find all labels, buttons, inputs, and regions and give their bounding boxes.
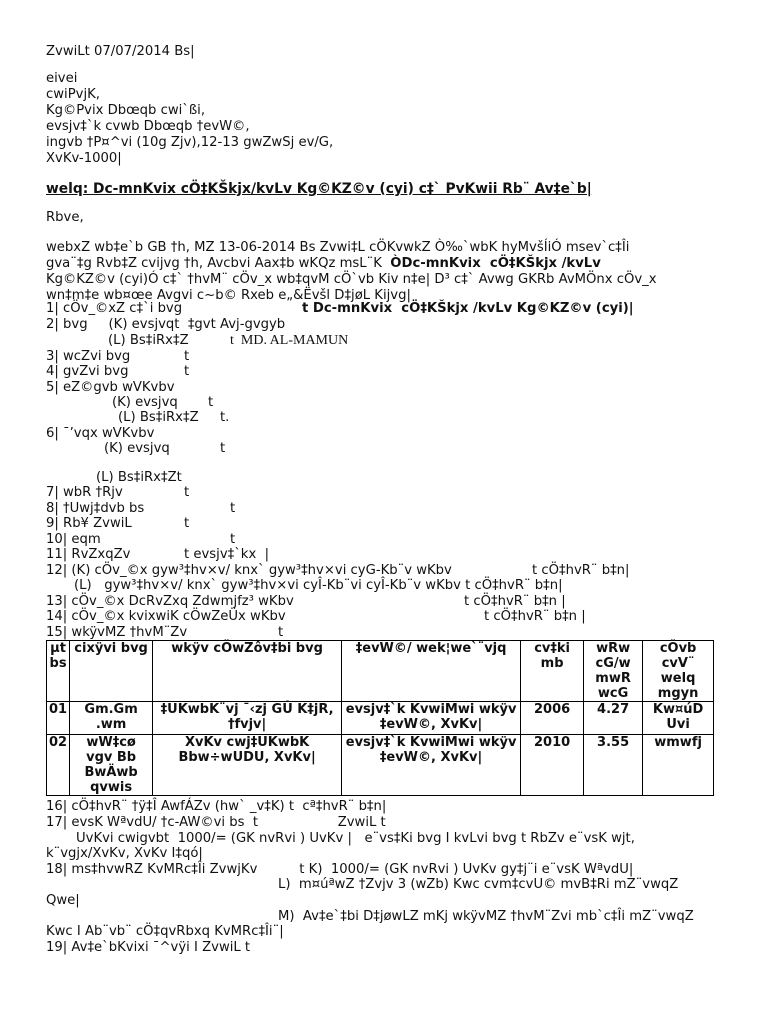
table-cell: 2006 (521, 702, 584, 735)
table-cell: evsjv‡`k KvwiMwi wkÿv ‡evW©, XvKv| (342, 735, 521, 796)
item-row: (L) Bs‡iRx‡Zt (96, 470, 182, 485)
table-row (47, 735, 714, 796)
item-row: 5| eZ©gvb wVKvbv (46, 380, 175, 395)
table-cell: Gm.Gm .wm (70, 702, 153, 735)
table-header-cell: µt bs (47, 641, 70, 702)
table-cell: 3.55 (584, 735, 643, 796)
item-row: (K) evsjvq t (104, 441, 226, 456)
address-line: XvKv-1000| (46, 151, 122, 166)
subject-line: welq: Dc-mnKvix cÖ‡KŠkjx/kvLv Kg©KZ©v (cyi) c‡` PvKwii Rb¨ Av‡e`b| (46, 181, 592, 197)
table-header-row (47, 641, 714, 702)
item-row: (K) evsjvq t (112, 395, 214, 410)
item-row: 14| cÖv_©x kvixwiK cÖwZeÜx wKbv t cÖ‡hvR¨ b‡n | (46, 609, 586, 624)
item-row: 13| cÖv_©x DcRvZxq Zdwmjfz³ wKbv t cÖ‡hvR¨ b‡n | (46, 594, 566, 609)
address-line: Kg©Pvix Dbœqb cwi`ßi, (46, 103, 206, 118)
table-cell: 01 (47, 702, 70, 735)
item-row: (L) gyw³‡hv×v/ knx` gyw³‡hv×vi cyÎ-Kb¨vi cyÎ-Kb¨v wKbv t cÖ‡hvR¨ b‡n| (74, 578, 563, 593)
item-row: 8| †Uwj‡dvb bs t (46, 501, 236, 516)
tail-line: Kwc I Ab¨vb¨ cÖ‡qvRbxq KvMRc‡Îi¨| (46, 924, 284, 939)
tail-line: 18| ms‡hvwRZ KvMRc‡Îi ZvwjKv t K) 1000/= (GK nvRvi ) UvKv gy‡j¨i e¨vsK WªvdU| (46, 862, 634, 877)
tail-line: k¨vgjx/XvKv, XvKv I‡qó| (46, 846, 203, 861)
table-cell: 02 (47, 735, 70, 796)
table-cell: evsjv‡`k KvwiMwi wkÿv ‡evW©, XvKv| (342, 702, 521, 735)
salutation: Rbve, (46, 210, 84, 225)
item-row: 7| wbR †Rjv t (46, 485, 190, 500)
tail-line: 17| evsK WªvdU/ †c-AW©vi bs t ZvwiL t (46, 815, 386, 830)
table-cell: 4.27 (584, 702, 643, 735)
body-line: Kg©KZ©v (cyi)Ó c‡` †hvM¨ cÖv_x wb‡qvM cÖ`vb Kiv n‡e| D³ c‡` Avwg GKRb AvMÖnx cÖv_x (46, 272, 657, 287)
date-line: ZvwiLt 07/07/2014 Bs| (46, 44, 195, 59)
item-row: 4| gvZvi bvg t (46, 364, 190, 379)
tail-line: M) Av‡e`‡bi D‡jøwLZ mKj wkÿvMZ †hvM¨Zvi mb`c‡Îi mZ¨vwqZ (278, 909, 694, 924)
tail-line: 16| cÖ‡hvR¨ †ÿ‡Î AwfÁZv (hw` _v‡K) t cª‡hvR¨ b‡n| (46, 799, 387, 814)
table-cell: wW‡cø vgv Bb BwÄwb qvwis (70, 735, 153, 796)
body-line: gva¨‡g Rvb‡Z cvijvg †h, Avcbvi Aax‡b wKQz msL¨K ÒDc-mnKvix cÖ‡KŠkjx /kvLv (46, 256, 601, 271)
table-cell: Kw¤úD Uvi (643, 702, 714, 735)
item-row: 2| bvg (K) evsjvqt ‡gvt Avj-gvgyb (46, 317, 286, 332)
item-row: (L) Bs‡iRx‡Z t MD. AL-MAMUN (108, 333, 349, 348)
body-line: wn‡m‡e wb¤œe Avgvi c~b© Rxeb e„&Ëvšl D‡jøL Kijvg| (46, 288, 411, 303)
table-cell: wmwfj (643, 735, 714, 796)
item-row: 15| wkÿvMZ †hvM¨Zv t (46, 625, 284, 640)
item-row: 1| cÖv_©xZ c‡`i bvg t Dc-mnKvix cÖ‡KŠkjx /kvLv Kg©KZ©v (cyi)| (46, 301, 634, 316)
item-row: 6| ¯’vqx wVKvbv (46, 426, 155, 441)
table-header-cell: cv‡ki mb (521, 641, 584, 702)
tail-line: L) m¤úªwZ †Zvjv 3 (wZb) Kwc cvm‡cvU© mvB‡Ri mZ¨vwqZ (278, 877, 679, 892)
body-line: webxZ wb‡e`b GB †h, MZ 13-06-2014 Bs Zvwi‡L cÖKvwkZ Ò‰`wbK hyMvšÍiÓ msev`c‡Îi (46, 240, 630, 255)
table-row (47, 702, 714, 735)
item-row: 9| Rb¥ ZvwiL t (46, 516, 190, 531)
item-row: 11| RvZxqZv t evsjv‡`kx | (46, 547, 270, 562)
item-row: 10| eqm t (46, 532, 236, 547)
item-row: (L) Bs‡iRx‡Z t. (118, 410, 230, 425)
table-cell: ‡UKwbK¨vj ¯‹zj GÛ K‡jR, †fvjv| (153, 702, 342, 735)
address-line: cwiPvjK, (46, 87, 100, 102)
tail-line: 19| Av‡e`bKvixi ¯^vÿi I ZvwiL t (46, 940, 251, 955)
table-header-cell: wkÿv cÖwZôv‡bi bvg (153, 641, 342, 702)
table-cell: XvKv cwj‡UKwbK Bbw÷wUDU, XvKv| (153, 735, 342, 796)
table-header-cell: cixÿvi bvg (70, 641, 153, 702)
tail-line: Qwe| (46, 893, 80, 908)
table-cell: 2010 (521, 735, 584, 796)
table-header-cell: cÖvb cvV¨ welq mgyn (643, 641, 714, 702)
address-line: eivei (46, 71, 78, 86)
table-header-cell: ‡evW©/ wek¦we`¨vjq (342, 641, 521, 702)
tail-line: UvKvi cwigvbt 1000/= (GK nvRvi ) UvKv | e¨vs‡Ki bvg I kvLvi bvg t RbZv e¨vsK wjt, (76, 831, 635, 846)
education-table (46, 640, 714, 796)
address-line: evsjv‡`k cvwb Dbœqb †evW©, (46, 119, 250, 134)
item-row: 12| (K) cÖv_©x gyw³‡hv×v/ knx` gyw³‡hv×vi cyG-Kb¨v wKbv t cÖ‡hvR¨ b‡n| (46, 563, 630, 578)
item-row: 3| wcZvi bvg t (46, 349, 190, 364)
address-line: ingvb †P¤^vi (10g Zjv),12-13 gwZwSj ev/G, (46, 135, 334, 150)
table-header-cell: wRw cG/w mwR wcG (584, 641, 643, 702)
